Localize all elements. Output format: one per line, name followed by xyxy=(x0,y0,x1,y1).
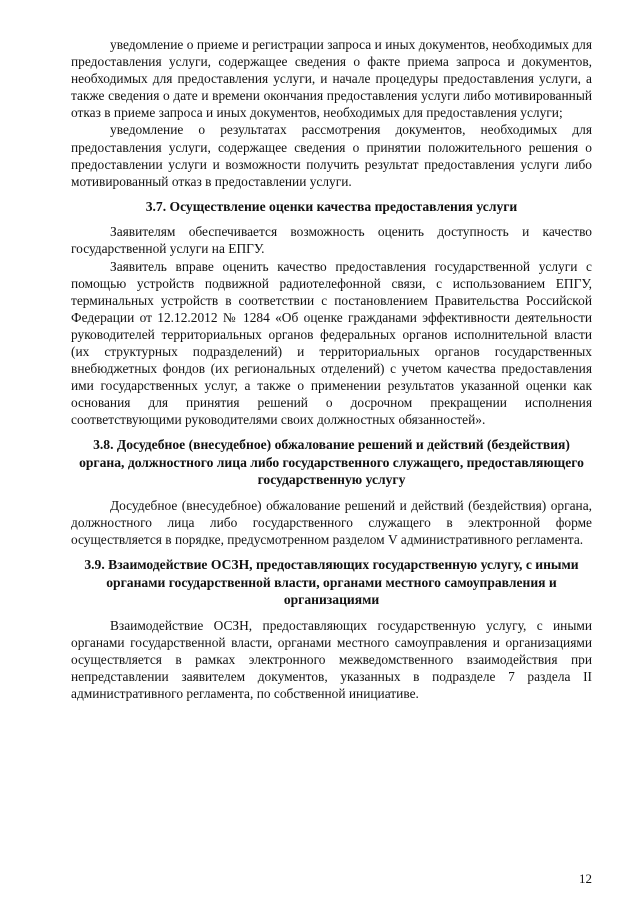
paragraph-registration-notice: уведомление о приеме и регистрации запроса и иных документов, необходимых для предоставления услуги, содержащее сведения о факте приема запроса и документов, необходимых для предоставления услуги, и начале процедуры предоставления услуги, а также сведения о дате и времени окончания предоставления услуги либо мотивированный отказ в приеме запроса и иных документов, необходимых для предоставления услуги; xyxy=(71,37,592,121)
document-page xyxy=(71,36,592,702)
paragraph-result-notice: уведомление о результатах рассмотрения документов, необходимых для предоставления услуги, содержащее сведения о принятии положительного решения о предоставлении услуги и возможности получить результат предоставления услуги либо мотивированный отказ в предоставлении услуги. xyxy=(71,122,592,189)
paragraph-interagency-interaction: Взаимодействие ОСЗН, предоставляющих государственную услугу, с иными органами государственной власти, органами местного самоуправления и организациями осуществляется в рамках электронного межведомственного взаимодействия при непредставлении заявителем документов, указанных в подразделе 7 раздела II административного регламента, по собственной инициативе. xyxy=(71,617,592,702)
paragraph-pretrial-appeal: Досудебное (внесудебное) обжалование решений и действий (бездействия) органа, должностного лица либо государственного служащего в электронной форме осуществляется в порядке, предусмотренном разделом V административного регламента. xyxy=(71,497,592,548)
paragraph-quality-evaluation: Заявитель вправе оценить качество предоставления государственной услуги с помощью устройств подвижной радиотелефонной связи, с использованием ЕПГУ, терминальных устройств в соответствии с постановлением Правительства Российской Федерации от 12.12.2012 № 1284 «Об оценке гражданами эффективности деятельности руководителей территориальных органов федеральных органов исполнительной власти (их структурных подразделений) и территориальных органов государственных внебюджетных фондов (их региональных отделений) с учетом качества предоставления ими государственных услуг, а также о применении результатов указанной оценки как основания для принятия решений о досрочном прекращении исполнения соответствующими руководителями своих должностных обязанностей». xyxy=(71,258,592,428)
page-number: 12 xyxy=(579,871,592,886)
paragraph-quality-access: Заявителям обеспечивается возможность оценить доступность и качество государственной услуги на ЕПГУ. xyxy=(71,224,592,257)
section-heading-3-8: 3.8. Досудебное (внесудебное) обжалование решений и действий (бездействия) органа, должностного лица либо государственного служащего, предоставляющего государственную услугу xyxy=(79,437,584,488)
section-heading-3-7: 3.7. Осуществление оценки качества предоставления услуги xyxy=(145,198,518,214)
section-heading-3-9: 3.9. Взаимодействие ОСЗН, предоставляющих государственную услугу, с иными органами государственной власти, органами местного самоуправления и организациями xyxy=(84,557,579,608)
